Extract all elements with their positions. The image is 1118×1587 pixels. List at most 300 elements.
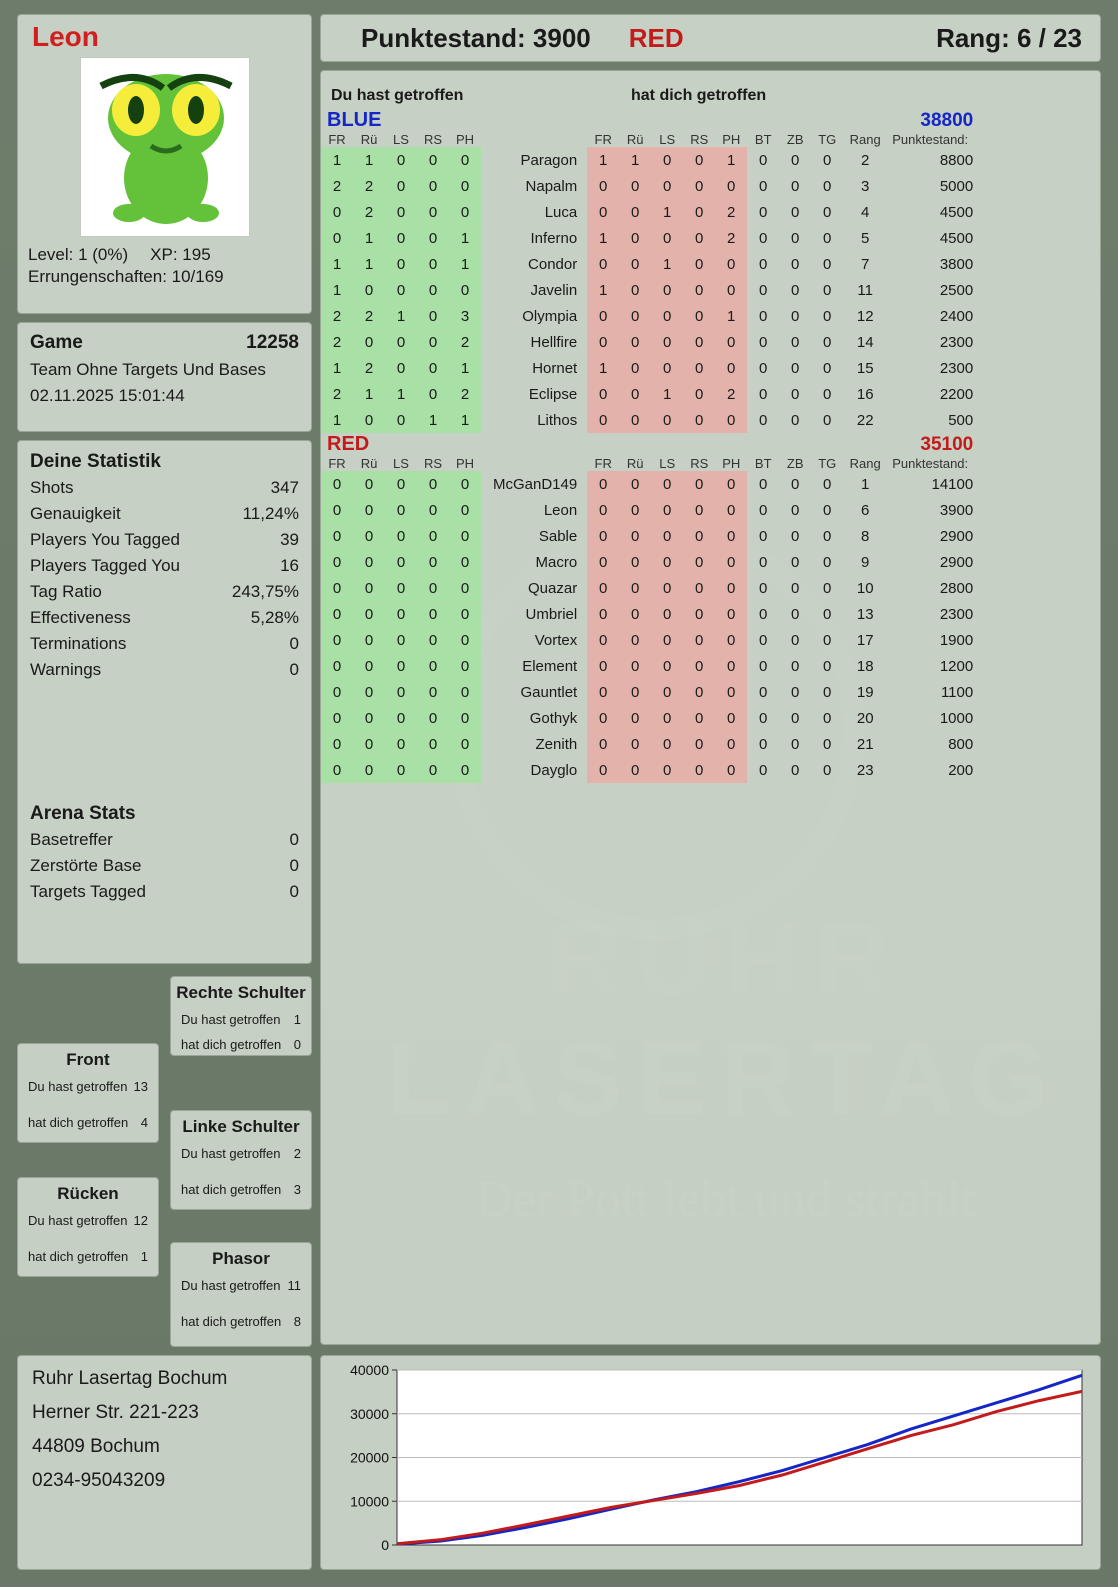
zb-cell: 0 (791, 177, 800, 195)
hit-cell: 0 (353, 277, 385, 303)
rank-cell: 2 (861, 151, 870, 169)
hit-cell: 1 (353, 251, 385, 277)
table-row (321, 407, 979, 433)
rank-cell: 5 (861, 229, 870, 247)
table-row (321, 225, 979, 251)
got-cell: 0 (651, 471, 683, 497)
got-cell: 0 (715, 251, 747, 277)
hit-cell: 1 (449, 251, 481, 277)
zone-title: Rechte Schulter (176, 983, 306, 1002)
hit-cell: 1 (449, 407, 481, 433)
rank-value: Rang: 6 / 23 (936, 22, 1082, 53)
got-cell: 0 (651, 757, 683, 783)
hit-cell: 0 (321, 601, 353, 627)
rank-cell: 15 (856, 359, 874, 377)
stat-value: 11,24% (242, 504, 299, 523)
hit-cell: 0 (417, 173, 449, 199)
hit-cell: 0 (353, 329, 385, 355)
hit-cell: 0 (321, 653, 353, 679)
got-cell: 0 (619, 355, 651, 381)
got-cell: 1 (715, 303, 747, 329)
got-cell: 0 (619, 705, 651, 731)
table-row (321, 355, 979, 381)
stat-value: 16 (280, 556, 299, 575)
hit-cell: 2 (353, 199, 385, 225)
hit-cell: 2 (353, 173, 385, 199)
col-head: BT (754, 132, 772, 147)
game-mode: Team Ohne Targets Und Bases (30, 360, 266, 379)
hit-cell: 0 (449, 173, 481, 199)
hit-cell: 0 (449, 757, 481, 783)
zone-title: Linke Schulter (182, 1117, 300, 1136)
hit-cell: 2 (353, 355, 385, 381)
hit-cell: 0 (449, 147, 481, 173)
hit-cell: 2 (449, 329, 481, 355)
score-cell: 200 (948, 761, 974, 779)
col-head: LS (659, 132, 676, 147)
got-cell: 0 (619, 303, 651, 329)
zb-cell: 0 (791, 761, 800, 779)
got-cell: 0 (587, 497, 619, 523)
score-cell: 2400 (939, 307, 974, 325)
got-header: hat dich getroffen (631, 87, 767, 104)
col-head: RS (690, 456, 709, 471)
rank-cell: 4 (861, 203, 870, 221)
got-cell: 0 (587, 705, 619, 731)
rank-cell: 6 (861, 501, 870, 519)
svg-text:10000: 10000 (350, 1493, 389, 1510)
tg-cell: 0 (823, 411, 832, 429)
hit-cell: 2 (321, 303, 353, 329)
got-cell: 0 (683, 731, 715, 757)
tg-cell: 0 (823, 605, 832, 623)
got-cell: 0 (683, 147, 715, 173)
hit-cell: 0 (321, 549, 353, 575)
tg-cell: 0 (823, 359, 832, 377)
col-head: Rü (626, 456, 644, 471)
got-cell: 0 (683, 225, 715, 251)
player-name-cell: Inferno (530, 229, 578, 247)
tg-cell: 0 (823, 255, 832, 273)
hit-cell: 0 (417, 225, 449, 251)
score-cell: 2800 (939, 579, 974, 597)
got-cell: 0 (715, 757, 747, 783)
hit-cell: 2 (321, 329, 353, 355)
col-head: BT (754, 456, 772, 471)
player-name-cell: McGanD149 (493, 475, 578, 493)
hit-cell: 0 (417, 731, 449, 757)
player-name-cell: Gothyk (529, 709, 578, 727)
hit-cell: 0 (385, 601, 417, 627)
hit-cell: 1 (449, 225, 481, 251)
tg-cell: 0 (823, 631, 832, 649)
hit-cell: 0 (449, 199, 481, 225)
got-cell: 0 (683, 355, 715, 381)
got-cell: 0 (587, 303, 619, 329)
rank-cell: 9 (861, 553, 870, 571)
table-row (321, 251, 979, 277)
col-head: FR (328, 132, 346, 147)
address-line: Herner Str. 221-223 (32, 1402, 199, 1423)
got-cell: 0 (587, 679, 619, 705)
player-name: Leon (32, 21, 99, 52)
hit-cell: 0 (321, 757, 353, 783)
got-cell: 0 (651, 679, 683, 705)
col-head: LS (393, 456, 409, 471)
team-badge: RED (628, 22, 684, 53)
got-cell: 0 (715, 705, 747, 731)
zone-front (17, 1043, 159, 1143)
hit-cell: 0 (417, 601, 449, 627)
got-cell: 0 (619, 277, 651, 303)
table-row (321, 731, 979, 757)
hit-cell: 0 (417, 251, 449, 277)
tg-cell: 0 (823, 709, 832, 727)
got-cell: 0 (651, 653, 683, 679)
hit-cell: 0 (321, 705, 353, 731)
svg-text:20000: 20000 (350, 1449, 389, 1466)
total-score: Punktestand: 3900 (361, 22, 591, 53)
game-id: 12258 (246, 332, 299, 353)
player-name-cell: Lithos (537, 411, 578, 429)
got-cell: 0 (619, 757, 651, 783)
player-name-cell: Umbriel (525, 605, 578, 623)
got-cell: 0 (683, 757, 715, 783)
got-cell: 0 (619, 523, 651, 549)
got-cell: 0 (683, 329, 715, 355)
rank-cell: 12 (856, 307, 874, 325)
hit-cell: 0 (321, 225, 353, 251)
tg-cell: 0 (823, 151, 832, 169)
tg-cell: 0 (823, 333, 832, 351)
player-name-cell: Eclipse (528, 385, 578, 403)
hit-cell: 0 (353, 731, 385, 757)
arena-stat-value: 0 (289, 856, 299, 875)
hit-cell: 0 (353, 471, 385, 497)
col-head: PH (455, 456, 475, 471)
hit-cell: 0 (385, 731, 417, 757)
got-cell: 1 (587, 355, 619, 381)
column-header-row (321, 456, 979, 471)
hit-cell: 0 (417, 549, 449, 575)
score-cell: 2900 (939, 527, 974, 545)
zone-got-value: 0 (293, 1037, 301, 1052)
zone-got-value: 1 (140, 1249, 148, 1264)
col-head: Rü (360, 132, 378, 147)
hit-cell: 0 (417, 471, 449, 497)
hit-cell: 0 (417, 705, 449, 731)
got-cell: 0 (651, 173, 683, 199)
table-row (321, 705, 979, 731)
hit-cell: 0 (449, 627, 481, 653)
stat-label: Tag Ratio (30, 582, 102, 601)
address-line: 44809 Bochum (32, 1436, 160, 1457)
col-head: PH (722, 456, 741, 471)
got-cell: 0 (619, 653, 651, 679)
got-cell: 0 (587, 653, 619, 679)
got-cell: 0 (683, 653, 715, 679)
score-cell: 2200 (939, 385, 974, 403)
zb-cell: 0 (791, 411, 800, 429)
got-cell: 0 (683, 549, 715, 575)
score-cell: 2300 (939, 333, 974, 351)
got-cell: 0 (587, 549, 619, 575)
stat-label: Terminations (30, 634, 127, 653)
zb-cell: 0 (791, 683, 800, 701)
zb-cell: 0 (791, 579, 800, 597)
zb-cell: 0 (791, 527, 800, 545)
scoreboard-panel (320, 70, 1101, 1345)
hit-cell: 0 (321, 731, 353, 757)
col-head: PH (722, 132, 741, 147)
hit-cell: 2 (321, 381, 353, 407)
svg-text:40000: 40000 (350, 1362, 389, 1378)
hit-cell: 0 (385, 277, 417, 303)
player-name-cell: Gauntlet (520, 683, 578, 701)
tg-cell: 0 (823, 475, 832, 493)
hit-cell: 0 (321, 627, 353, 653)
venue-address (17, 1355, 312, 1570)
hit-cell: 1 (385, 303, 417, 329)
zone-got-label: hat dich getroffen (28, 1115, 129, 1130)
hit-cell: 0 (417, 147, 449, 173)
player-name-cell: Luca (544, 203, 578, 221)
got-cell: 0 (683, 497, 715, 523)
bt-cell: 0 (759, 735, 768, 753)
zone-hit-value: 13 (133, 1079, 148, 1094)
got-cell: 1 (587, 225, 619, 251)
score-cell: 4500 (939, 203, 974, 221)
zone-got-label: hat dich getroffen (181, 1182, 282, 1197)
arena-stat-value: 0 (289, 882, 299, 901)
hit-cell: 2 (321, 173, 353, 199)
col-head: Rang (849, 132, 881, 147)
hit-cell: 0 (321, 523, 353, 549)
hit-cell: 0 (321, 497, 353, 523)
table-row (321, 147, 979, 173)
got-cell: 0 (651, 329, 683, 355)
player-name-cell: Olympia (522, 307, 578, 325)
stat-label: Effectiveness (30, 608, 131, 627)
tg-cell: 0 (823, 657, 832, 675)
zb-cell: 0 (791, 605, 800, 623)
got-cell: 0 (587, 575, 619, 601)
bt-cell: 0 (759, 333, 768, 351)
rank-cell: 10 (856, 579, 874, 597)
achievements-value: Errungenschaften: 10/169 (28, 267, 224, 286)
got-cell: 0 (587, 251, 619, 277)
got-cell: 0 (587, 381, 619, 407)
hit-cell: 0 (353, 549, 385, 575)
player-name-cell: Napalm (525, 177, 578, 195)
hit-cell: 0 (353, 497, 385, 523)
got-cell: 0 (587, 173, 619, 199)
rank-cell: 13 (856, 605, 874, 623)
zb-cell: 0 (791, 501, 800, 519)
tg-cell: 0 (823, 385, 832, 403)
table-row (321, 575, 979, 601)
hit-cell: 0 (321, 679, 353, 705)
got-cell: 1 (587, 277, 619, 303)
hit-cell: 0 (417, 303, 449, 329)
score-cell: 3800 (939, 255, 974, 273)
got-cell: 0 (587, 199, 619, 225)
zone-got-label: hat dich getroffen (181, 1314, 282, 1329)
zone-hit-label: Du hast getroffen (28, 1079, 128, 1094)
player-name-cell: Hellfire (530, 333, 578, 351)
got-cell: 0 (715, 679, 747, 705)
player-name-cell: Javelin (530, 281, 578, 299)
bt-cell: 0 (759, 553, 768, 571)
hit-cell: 1 (353, 381, 385, 407)
bt-cell: 0 (759, 385, 768, 403)
tg-cell: 0 (823, 735, 832, 753)
col-head: FR (594, 132, 612, 147)
hit-cell: 0 (385, 523, 417, 549)
got-cell: 0 (651, 407, 683, 433)
table-row (321, 381, 979, 407)
player-name-cell: Leon (543, 501, 578, 519)
bt-cell: 0 (759, 203, 768, 221)
got-cell: 0 (715, 627, 747, 653)
got-cell: 0 (587, 523, 619, 549)
hit-cell: 0 (385, 199, 417, 225)
bt-cell: 0 (759, 501, 768, 519)
col-head: ZB (786, 132, 804, 147)
tg-cell: 0 (823, 683, 832, 701)
got-cell: 0 (587, 757, 619, 783)
got-cell: 0 (683, 381, 715, 407)
zone-got-value: 4 (140, 1115, 148, 1130)
zb-cell: 0 (791, 359, 800, 377)
team-name: BLUE (327, 109, 382, 131)
hit-cell: 0 (321, 575, 353, 601)
hit-cell: 0 (417, 329, 449, 355)
zb-cell: 0 (791, 333, 800, 351)
tg-cell: 0 (823, 579, 832, 597)
table-row (321, 471, 979, 497)
score-cell: 8800 (939, 151, 974, 169)
stat-value: 347 (270, 478, 299, 497)
got-cell: 0 (683, 277, 715, 303)
hit-cell: 0 (385, 705, 417, 731)
tg-cell: 0 (823, 177, 832, 195)
game-title: Game (30, 332, 83, 353)
bt-cell: 0 (759, 761, 768, 779)
table-row (321, 173, 979, 199)
hit-cell: 0 (449, 653, 481, 679)
hit-cell: 0 (417, 679, 449, 705)
hit-cell: 0 (385, 549, 417, 575)
hit-cell: 0 (449, 679, 481, 705)
arena-stat-label: Basetreffer (30, 830, 113, 849)
got-cell: 0 (587, 471, 619, 497)
zone-hit-label: Du hast getroffen (28, 1213, 128, 1228)
hit-cell: 0 (385, 407, 417, 433)
got-cell: 0 (683, 575, 715, 601)
got-cell: 0 (651, 549, 683, 575)
zb-cell: 0 (791, 475, 800, 493)
zb-cell: 0 (791, 709, 800, 727)
stat-value: 5,28% (250, 608, 299, 627)
hit-cell: 0 (449, 549, 481, 575)
player-name-cell: Paragon (520, 151, 578, 169)
frog-avatar-icon (81, 58, 250, 237)
hit-cell: 0 (449, 497, 481, 523)
got-cell: 1 (651, 251, 683, 277)
rank-cell: 16 (856, 385, 874, 403)
zone-back (17, 1177, 159, 1277)
level-value: Level: 1 (0%) (28, 245, 129, 264)
bt-cell: 0 (759, 579, 768, 597)
level-line (18, 237, 311, 265)
tg-cell: 0 (823, 553, 832, 571)
zb-cell: 0 (791, 229, 800, 247)
table-row (321, 601, 979, 627)
rank-cell: 18 (856, 657, 874, 675)
score-cell: 5000 (939, 177, 974, 195)
hit-cell: 0 (385, 497, 417, 523)
score-cell: 2300 (939, 359, 974, 377)
got-cell: 0 (683, 705, 715, 731)
got-cell: 1 (651, 199, 683, 225)
score-cell: 3900 (939, 501, 974, 519)
team-total-score: 38800 (920, 109, 974, 131)
chart-canvas (321, 1356, 1102, 1571)
arena-stat-label: Zerstörte Base (30, 856, 142, 875)
hit-cell: 0 (385, 575, 417, 601)
col-head: RS (690, 132, 709, 147)
team-total-score: 35100 (920, 433, 974, 455)
col-head: ZB (786, 456, 804, 471)
tg-cell: 0 (823, 281, 832, 299)
got-cell: 0 (651, 731, 683, 757)
bt-cell: 0 (759, 255, 768, 273)
got-cell: 0 (651, 147, 683, 173)
team-header-row (321, 433, 979, 456)
score-cell: 1200 (939, 657, 974, 675)
got-cell: 0 (651, 601, 683, 627)
table-row (321, 199, 979, 225)
hit-cell: 0 (417, 627, 449, 653)
zone-got-label: hat dich getroffen (28, 1249, 129, 1264)
zone-title: Phasor (212, 1249, 270, 1268)
got-cell: 0 (651, 575, 683, 601)
player-name-cell: Dayglo (530, 761, 578, 779)
game-panel (17, 322, 312, 432)
stat-value: 243,75% (231, 582, 299, 601)
bt-cell: 0 (759, 527, 768, 545)
xp-value: XP: 195 (150, 245, 211, 264)
got-cell: 0 (619, 381, 651, 407)
got-cell: 0 (651, 523, 683, 549)
got-cell: 0 (651, 277, 683, 303)
player-name-cell: Zenith (535, 735, 578, 753)
stat-label: Players Tagged You (30, 556, 180, 575)
got-cell: 0 (619, 251, 651, 277)
hit-cell: 3 (449, 303, 481, 329)
player-name-cell: Hornet (532, 359, 578, 377)
table-row (321, 653, 979, 679)
zone-right-shoulder (170, 976, 312, 1056)
bt-cell: 0 (759, 709, 768, 727)
got-cell: 0 (715, 407, 747, 433)
hit-cell: 1 (385, 381, 417, 407)
zb-cell: 0 (791, 281, 800, 299)
hit-cell: 0 (321, 471, 353, 497)
zb-cell: 0 (791, 151, 800, 169)
got-cell: 0 (683, 627, 715, 653)
